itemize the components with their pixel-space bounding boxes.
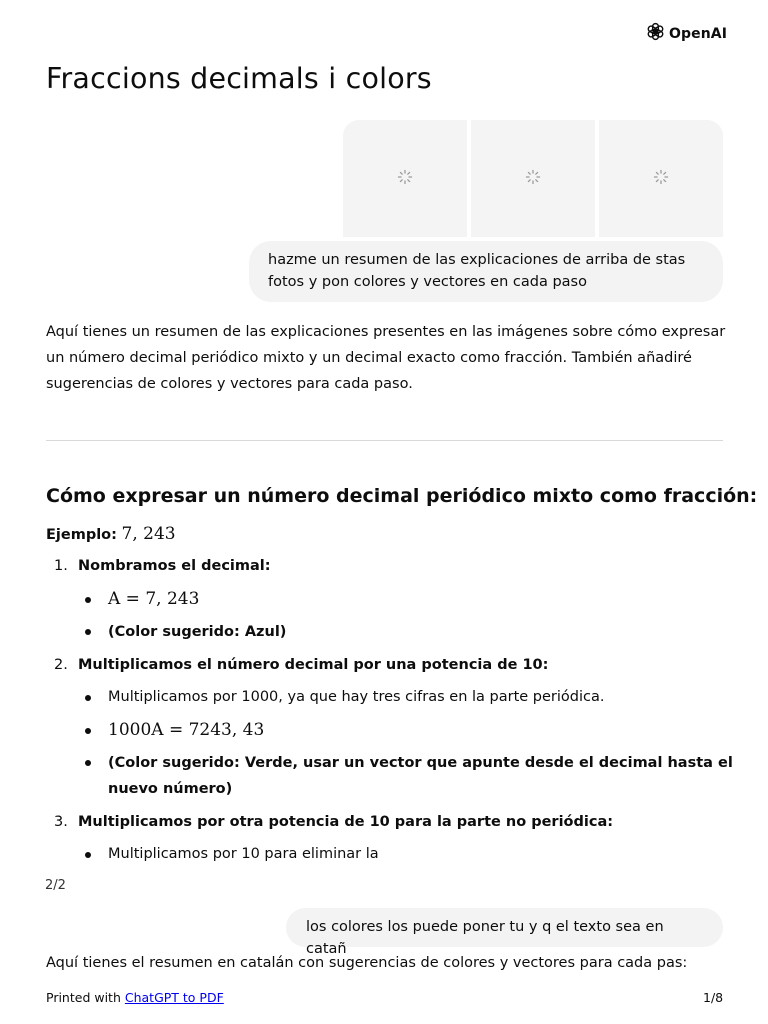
openai-logo-icon <box>645 21 666 46</box>
example-line <box>46 521 176 548</box>
step-title: Nombramos el decimal: <box>78 558 271 574</box>
example-label: Ejemplo: <box>46 527 117 543</box>
response-pager[interactable]: 2/2 <box>45 878 66 893</box>
chatgpt-to-pdf-link[interactable]: ChatGPT to PDF <box>124 990 224 1005</box>
bullet-dot <box>85 852 91 858</box>
footer <box>46 990 224 1005</box>
loading-spinner-icon <box>653 169 669 189</box>
image-attachments <box>343 120 723 237</box>
step-number: 1. <box>54 558 68 574</box>
example-value: 7, 243 <box>121 524 176 544</box>
math-expression: 1000A = 7243, 43 <box>108 720 265 740</box>
color-suggestion-continued: nuevo número) <box>108 781 233 797</box>
user-message-bubble: los colores los puede poner tu y q el texto sea en catañ <box>286 908 723 947</box>
page-number: 1/8 <box>703 990 724 1005</box>
openai-brand <box>645 21 727 46</box>
assistant-intro: Aquí tienes un resumen de las explicaciones presentes en las imágenes sobre cómo expresar un número decimal periódico mixto y un decimal exacto como fracción. También añadiré sugerencias de colores y vectores para cada paso. <box>46 324 726 392</box>
list-item-text: Multiplicamos por 1000, ya que hay tres cifras en la parte periódica. <box>108 689 605 705</box>
divider <box>46 440 723 441</box>
bullet-dot <box>85 597 91 603</box>
assistant-reply-start: Aquí tienes el resumen en catalán con sugerencias de colores y vectores para cada pas: <box>46 955 688 971</box>
step-number: 3. <box>54 814 68 830</box>
step-number: 2. <box>54 657 68 673</box>
bullet-dot <box>85 760 91 766</box>
image-thumbnail[interactable] <box>471 120 595 237</box>
color-suggestion: (Color sugerido: Verde, usar un vector que apunte desde el decimal hasta el <box>108 755 733 771</box>
list-item-text: Multiplicamos por 10 para eliminar la <box>108 846 379 862</box>
loading-spinner-icon <box>525 169 541 189</box>
image-thumbnail[interactable] <box>343 120 467 237</box>
step-title: Multiplicamos el número decimal por una potencia de 10: <box>78 657 549 673</box>
color-suggestion: (Color sugerido: Azul) <box>108 624 287 640</box>
brand-name: OpenAI <box>669 25 728 42</box>
user-message-bubble: hazme un resumen de las explicaciones de arriba de stas fotos y pon colores y vectores en cada paso <box>249 241 723 302</box>
page-title: Fraccions decimals i colors <box>46 62 432 95</box>
step-title: Multiplicamos por otra potencia de 10 para la parte no periódica: <box>78 814 614 830</box>
math-expression: A = 7, 243 <box>108 589 200 609</box>
bullet-dot <box>85 629 91 635</box>
bullet-dot <box>85 695 91 701</box>
section-heading: Cómo expresar un número decimal periódico mixto como fracción: <box>46 485 758 507</box>
footer-printed-with: Printed with <box>46 990 121 1005</box>
loading-spinner-icon <box>397 169 413 189</box>
bullet-dot <box>85 728 91 734</box>
image-thumbnail[interactable] <box>599 120 723 237</box>
